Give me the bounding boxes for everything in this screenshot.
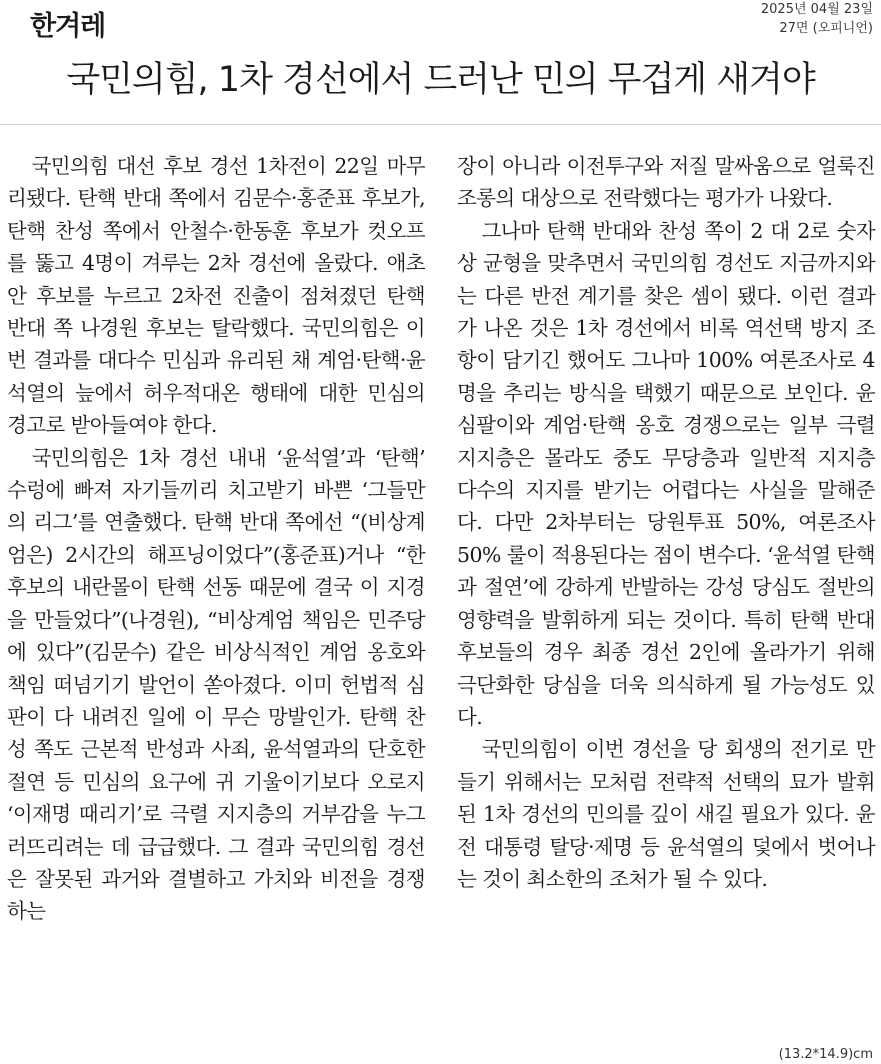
- paragraph: 장이 아니라 이전투구와 저질 말싸움으로 얼룩진 조롱의 대상으로 전락했다는 평가가 나왔다.: [457, 154, 875, 211]
- article-title: 국민의힘, 1차 경선에서 드러난 민의 무겁게 새겨야: [66, 60, 815, 100]
- paragraph: 국민의힘이 이번 경선을 당 회생의 전기로 만들기 위해서는 모처럼 전략적 선택의 묘가 발휘된 1차 경선의 민의를 깊이 새길 필요가 있다. 윤 전 대통령 탈당·제명 등 윤석열의 덫에서 벗어나는 것이 최소한의 조처가 될 수 있다.: [457, 737, 875, 891]
- paragraph: 국민의힘은 1차 경선 내내 ‘윤석열’과 ‘탄핵’ 수렁에 빠져 자기들끼리 치고받기 바쁜 ‘그들만의 리그’를 연출했다. 탄핵 반대 쪽에선 “(비상계엄은) 2시간의 해프닝이었다”(홍준표)거나 “한 후보의 내란몰이 탄핵 선동 때문에 결국 이 지경을 만들었다”(나경원), “비상계엄 책임은 민주당에 있다”(김문수) 같은 비상식적인 계엄 옹호와 책임 떠넘기기 발언이 쏟아졌다. 이미 헌법적 심판이 다 내려진 일에 이 무슨 망발인가. 탄핵 찬성 쪽도 근본적 반성과 사죄, 윤석열과의 단호한 절연 등 민심의 요구에 귀 기울이기보다 오로지 ‘이재명 때리기’로 극렬 지지층의 거부감을 누그러뜨리려는 데 급급했다. 그 결과 국민의힘 경선은 잘못된 과거와 결별하고 가치와 비전을 경쟁하는: [7, 445, 425, 924]
- paragraph: 그나마 탄핵 반대와 찬성 쪽이 2 대 2로 숫자상 균형을 맞추면서 국민의힘 경선도 지금까지와는 다른 반전 계기를 찾은 셈이 됐다. 이런 결과가 나온 것은 1차 경선에서 비록 역선택 방지 조항이 담기긴 했어도 그나마 100% 여론조사로 4명을 추리는 방식을 택했기 때문으로 보인다. 윤심팔이와 계엄·탄핵 옹호 경쟁으로는 일부 극렬 지지층은 몰라도 중도 무당층과 일반적 지지층 다수의 지지를 받기는 어렵다는 사실을 말해준다. 다만 2차부터는 당원투표 50%, 여론조사 50% 룰이 적용된다는 점이 변수다. ‘윤석열 탄핵과 절연’에 강하게 반발하는 강성 당심도 절반의 영향력을 발휘하게 되는 것이다. 특히 탄핵 반대 후보들의 경우 최종 경선 2인에 올라가기 위해 극단화한 당심을 더욱 의식하게 될 가능성도 있다.: [457, 218, 875, 729]
- article-column-left: [7, 150, 425, 928]
- page-section: 27면 (오피니언): [779, 21, 873, 36]
- publication-meta: [761, 0, 873, 38]
- clipping-size-note: (13.2*14.9)cm: [778, 1047, 873, 1062]
- paragraph: 국민의힘 대선 후보 경선 1차전이 22일 마무리됐다. 탄핵 반대 쪽에서 김문수·홍준표 후보가, 탄핵 찬성 쪽에서 안철수·한동훈 후보가 컷오프를 뚫고 4명이 겨루는 2차 경선에 올랐다. 애초 안 후보를 누르고 2차전 진출이 점쳐졌던 탄핵 반대 쪽 나경원 후보는 탈락했다. 국민의힘은 이번 결과를 대다수 민심과 유리된 채 계엄·탄핵·윤석열의 늪에서 허우적대온 행태에 대한 민심의 경고로 받아들여야 한다.: [7, 154, 425, 438]
- publication-date: 2025년 04월 23일: [760, 2, 873, 17]
- newspaper-logo: 한겨레: [30, 11, 106, 42]
- article-column-right: [457, 150, 875, 895]
- title-divider: [0, 124, 881, 125]
